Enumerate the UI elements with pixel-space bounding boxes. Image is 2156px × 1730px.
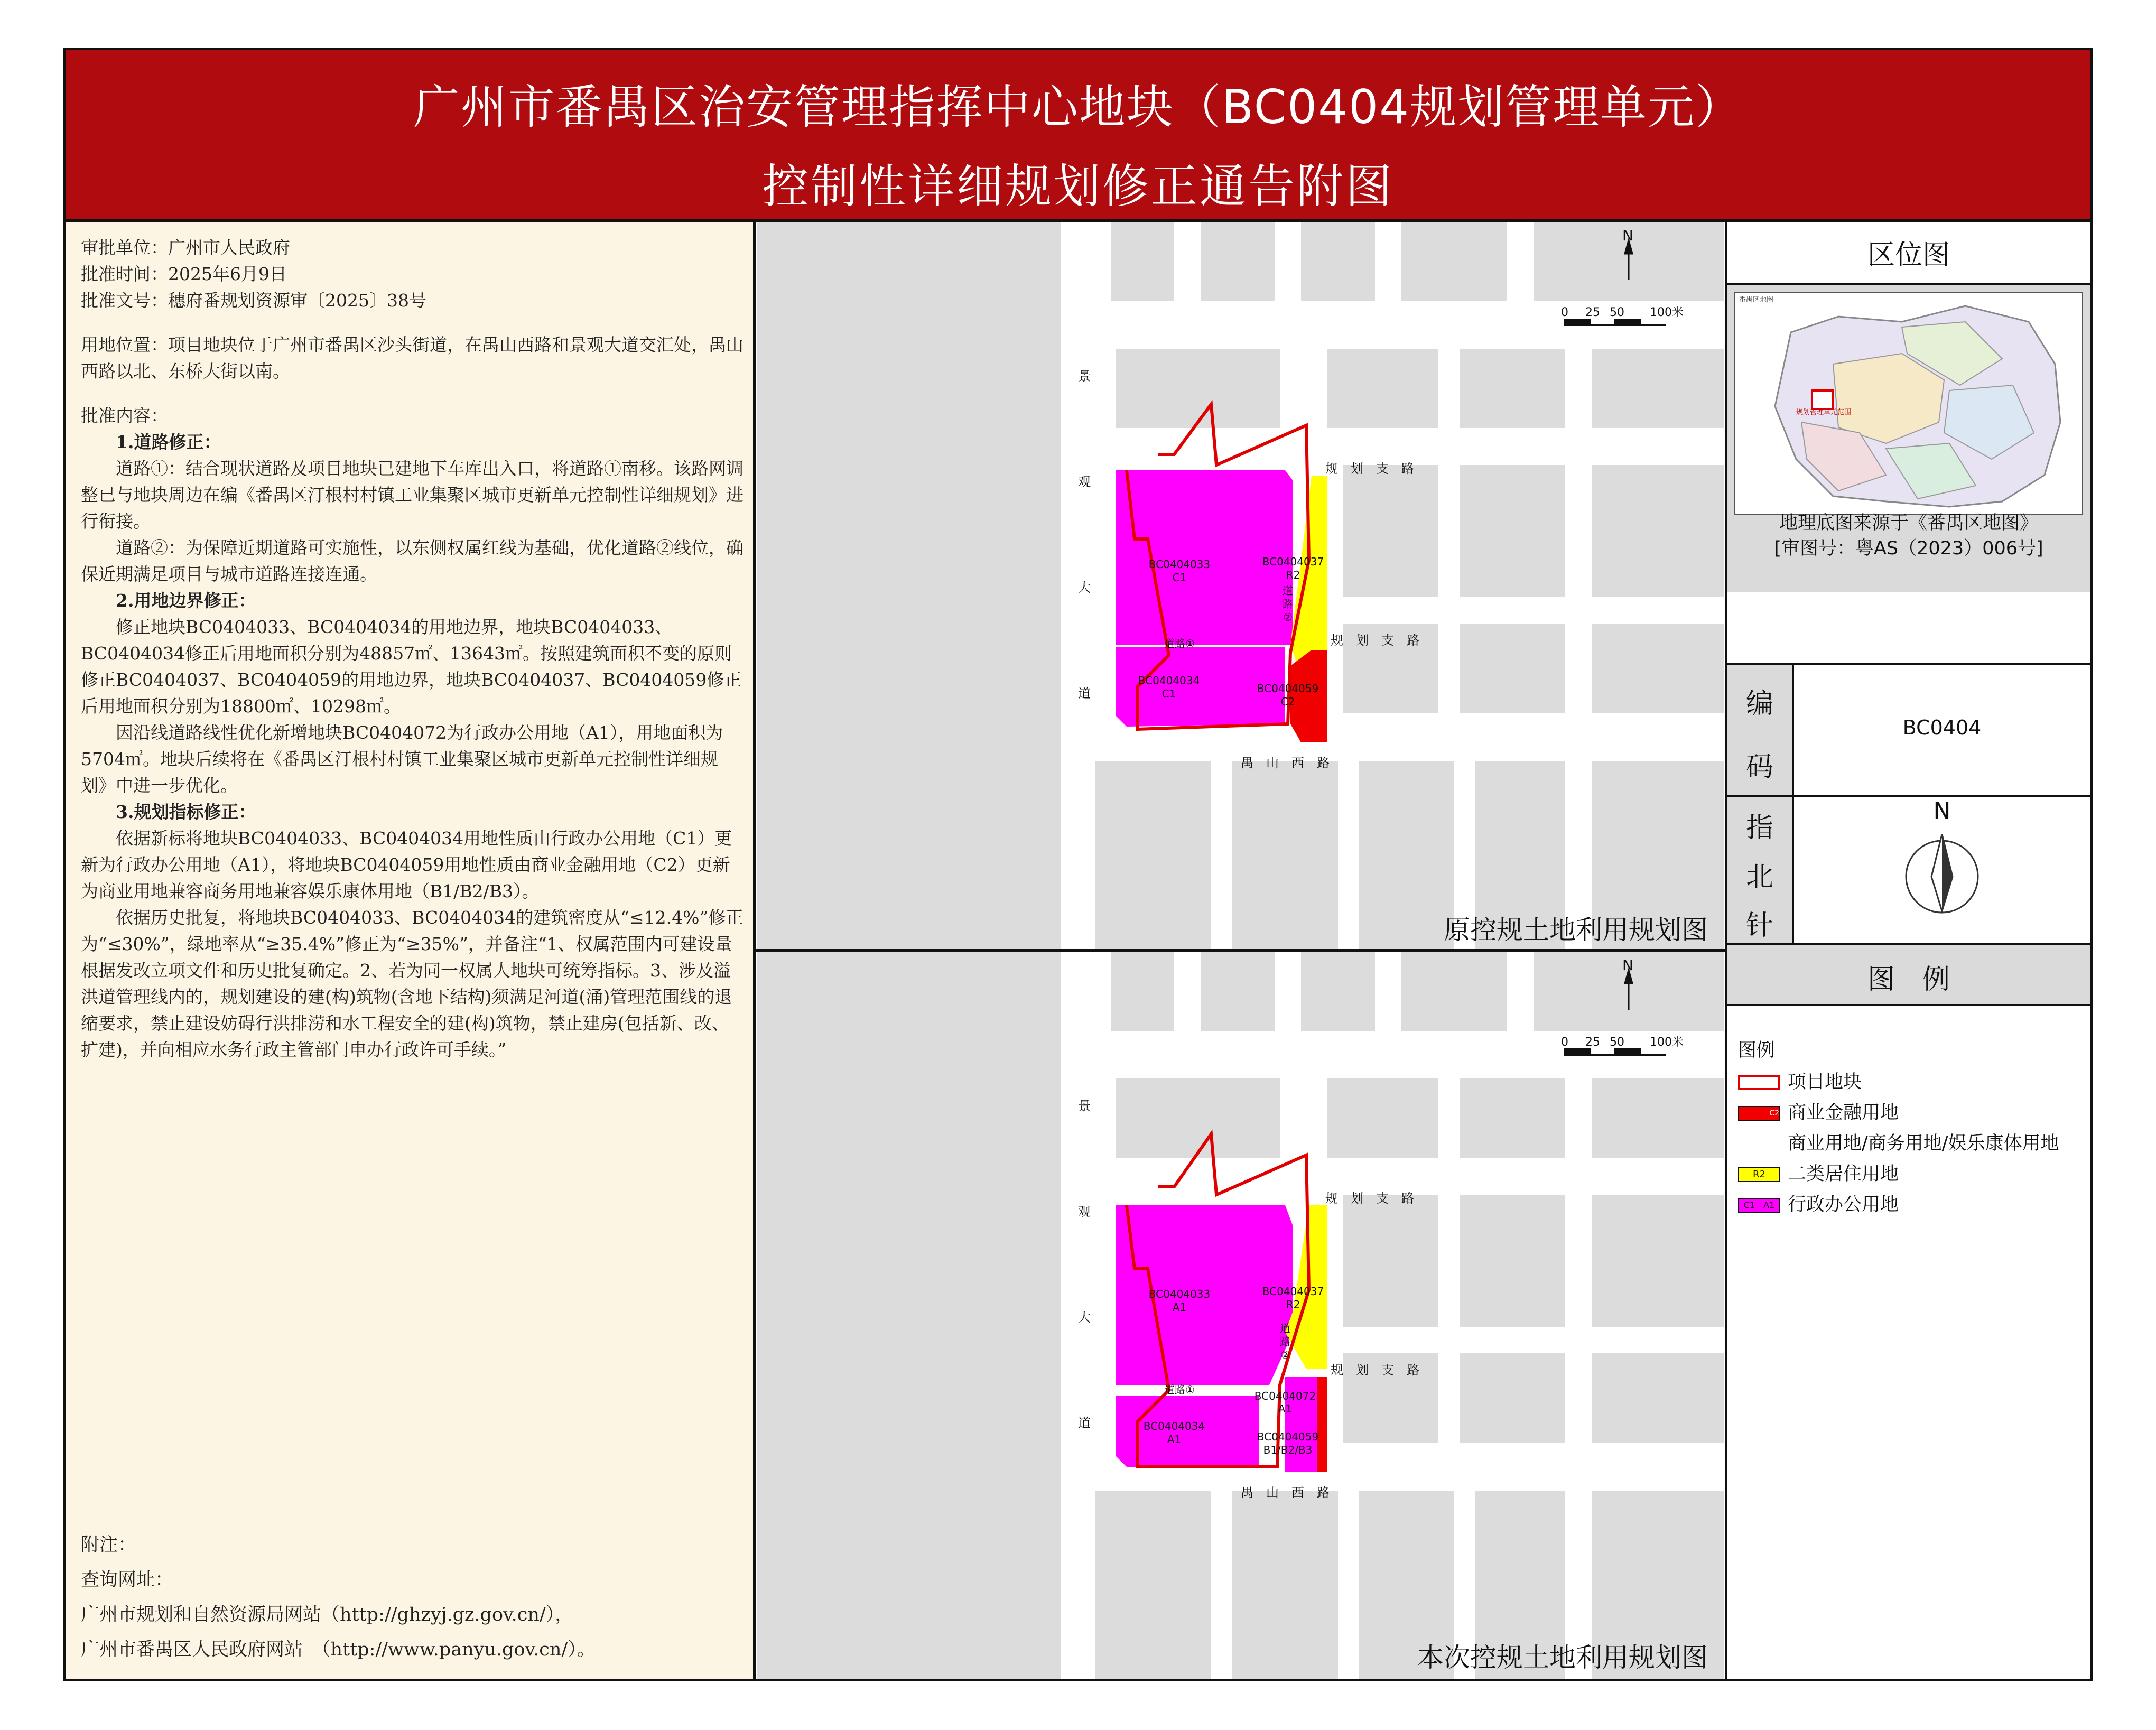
footer-site1: 广州市规划和自然资源局网站（http://ghzyj.gz.gov.cn/）， (81, 1604, 574, 1625)
side-divider (1727, 1004, 2090, 1006)
parcel2-072-id: BC0404072 (1254, 1390, 1316, 1402)
scale2-100: 100米 (1650, 1036, 1684, 1049)
legend-label-a1: 行政办公用地 (1788, 1194, 1899, 1215)
legend-project-site (1738, 1067, 1862, 1094)
original-plan-svg (757, 222, 1724, 949)
parcel-033-id: BC0404033 (1148, 558, 1211, 571)
north-label-box (1727, 797, 1794, 943)
road2-char3: ② (1283, 611, 1293, 624)
section-index-p1: 依据新标将地块BC0404033、BC0404034用地性质由行政办公用地（C1）更新为行政办公用地（A1），将地块BC0404059用地性质由商业金融用地（C2）更新为商业用地兼容商务用地兼容娱乐康体用地（B1/B2/B3）。 (81, 828, 732, 901)
approval-text-panel (66, 222, 756, 1679)
title-line2: 控制性详细规划修正通告附图 (761, 159, 1394, 213)
current-plan-title: 本次控规土地利用规划图 (1417, 1642, 1708, 1673)
original-plan-map (757, 222, 1724, 951)
approval-doc-no: 批准文号：穗府番规划资源审〔2025〕38号 (81, 290, 426, 311)
road2-road1-label: 道路① (1164, 1383, 1195, 1396)
current-plan-svg (757, 952, 1724, 1679)
legend-swatch-a1 (1738, 1198, 1780, 1213)
section-road-title: 1.道路修正： (116, 432, 221, 452)
legend-title: 图 例 (1867, 964, 1950, 996)
road2-yushan: 禺 山 西 路 (1241, 1485, 1330, 1500)
legend-b1b2b3: 商业用地/商务用地/娱乐康体用地 (1788, 1133, 2059, 1154)
parcel2-034-code: A1 (1167, 1433, 1182, 1446)
legend-admin-office (1738, 1190, 1899, 1216)
road2-guihua-mid: 规 划 支 路 (1331, 1363, 1419, 1378)
legend-label-r2: 二类居住用地 (1788, 1164, 1899, 1185)
road-guihua-top: 规 划 支 路 (1325, 461, 1414, 476)
parcel2-059-id: BC0404059 (1257, 1430, 1319, 1443)
section-boundary-p1: 修正地块BC0404033、BC0404034的用地边界，地块BC0404033、BC0404034修正后用地面积分别为48857㎡、13643㎡。按照建筑面积不变的原则修正BC0404037、BC0404059的用地边界，地块BC0404037、BC0404059修正后用地面积分别为18800㎡、10298㎡。 (81, 617, 742, 717)
legend-label-project: 项目地块 (1788, 1072, 1862, 1093)
location-inset-label: 规划管理单元范围 (1796, 408, 1852, 416)
current-plan-map (757, 952, 1724, 1679)
section-index-title: 3.规划指标修正： (116, 802, 256, 822)
location-map-title: 区位图 (1867, 239, 1950, 271)
road-jingguan-2: 观 (1078, 475, 1091, 489)
north-label-2: 北 (1745, 861, 1773, 893)
parcel2-072-code: A1 (1278, 1402, 1293, 1415)
scale-100: 100米 (1650, 306, 1684, 319)
road2-jingguan-4: 道 (1078, 1416, 1091, 1430)
road2-char1: 道 (1283, 584, 1293, 597)
road-jingguan-4: 道 (1078, 686, 1091, 701)
legend-swatch-a1-text: C1 A1 (1743, 1200, 1775, 1210)
approver: 审批单位：广州市人民政府 (81, 237, 290, 258)
footer-note: 附注： (81, 1534, 137, 1556)
parcel2-033-id: BC0404033 (1148, 1288, 1211, 1300)
title-line1: 广州市番禺区治安管理指挥中心地块（BC0404规划管理单元） (413, 80, 1743, 134)
location-map-area (1727, 285, 2090, 546)
parcel-033-code: C1 (1172, 571, 1187, 584)
parcel-034-id: BC0404034 (1138, 674, 1200, 687)
location-inset-title: 番禺区地图 (1739, 296, 1774, 304)
north-label-3: 针 (1745, 910, 1773, 942)
footer-site2: 广州市番禺区人民政府网站 （http://www.panyu.gov.cn/）。 (81, 1639, 596, 1660)
title-banner (66, 50, 2090, 219)
north-letter: N (1933, 797, 1951, 824)
legend-subtitle: 图例 (1738, 1040, 1776, 1061)
code-label-2: 码 (1745, 751, 1773, 783)
location-map-svg (1727, 285, 2090, 546)
legend-swatch-project (1738, 1075, 1780, 1090)
section-index-p2: 依据历史批复，将地块BC0404033、BC0404034的建筑密度从“≤12.4%”修正为“≤30%”，绿地率从“≥35.4%”修正为“≥35%”，并备注“1、权属范围内可建设量根据发改立项文件和历史批复确定。2、若为同一权属人地块可统筹指标。3、涉及溢洪道管理线内的，规划建设的建(构)筑物(含地下结构)须满足河道(涌)管理范围线的退缩要求，禁止建设妨碍行洪排涝和水工程安全的建(构)筑物，禁止建房(包括新、改、扩建)，并向相应水务行政主管部门申办行政许可手续。” (81, 907, 744, 1060)
approval-date: 批准时间：2025年6月9日 (81, 264, 287, 284)
parcel-037-id: BC0404037 (1262, 555, 1324, 568)
scale2-25: 25 (1585, 1036, 1600, 1049)
code-label-1: 编 (1745, 688, 1773, 720)
content-heading: 批准内容： (81, 405, 168, 426)
section-road-p2: 道路②：为保障近期道路可实施性，以东侧权属红线为基础，优化道路②线位，确保近期满足项目与城市道路连接连通。 (81, 537, 744, 584)
parcel2-037-id: BC0404037 (1262, 1285, 1324, 1298)
north-label-1: 指 (1745, 812, 1773, 844)
legend-swatch-r2 (1738, 1167, 1780, 1182)
legend-swatch-c2 (1738, 1106, 1780, 1121)
section-boundary-p2: 因沿线道路线性优化新增地块BC0404072为行政办公用地（A1），用地面积为5704㎡。地块后续将在《番禺区汀根村村镇工业集聚区城市更新单元控制性详细规划》中进一步优化。 (81, 722, 723, 796)
section-road-p1: 道路①：结合现状道路及项目地块已建地下车库出入口，将道路①南移。该路网调整已与地块周边在编《番禺区汀根村村镇工业集聚区城市更新单元控制性详细规划》进行衔接。 (81, 458, 744, 532)
code-value: BC0404 (1902, 716, 1982, 739)
road2-jingguan-2: 观 (1078, 1204, 1091, 1219)
original-plan-title: 原控规土地利用规划图 (1444, 915, 1708, 945)
scale2-0: 0 (1561, 1036, 1568, 1049)
road2-char2: 路 (1283, 598, 1293, 610)
parcel2-059-code: B1/B2/B3 (1263, 1444, 1313, 1456)
road-jingguan-3: 大 (1078, 580, 1091, 595)
footer-query: 查询网址： (81, 1569, 174, 1591)
parcel2-034-id: BC0404034 (1143, 1420, 1205, 1433)
road2-jingguan-1: 景 (1078, 1099, 1091, 1113)
code-label-box (1727, 665, 1794, 795)
road-yushan: 禺 山 西 路 (1241, 756, 1330, 770)
road2-guihua-top: 规 划 支 路 (1325, 1191, 1414, 1206)
parcel-059-code: C2 (1280, 695, 1295, 708)
legend-residential (1738, 1159, 1899, 1186)
legend-header (1727, 945, 2090, 1004)
scale-0: 0 (1561, 306, 1568, 319)
side-panel (1725, 222, 2090, 1679)
parcel2-037-code: R2 (1286, 1298, 1300, 1311)
road2-jingguan-3: 大 (1078, 1310, 1091, 1325)
scale-50: 50 (1610, 306, 1624, 319)
parcel-037-code: R2 (1286, 569, 1300, 581)
site-location: 用地位置：项目地块位于广州市番禺区沙头街道，在禺山西路和景观大道交汇处，禺山西路以北、东桥大街以南。 (81, 334, 744, 382)
legend-swatch-c2-text: C2 (1769, 1109, 1779, 1118)
road2-road2-char2: 路 (1280, 1335, 1290, 1348)
road2-road2-char3: ② (1280, 1348, 1290, 1361)
map-source-2-text: [审图号：粤AS（2023）006号] (1774, 538, 2043, 559)
north-arrow-icon (1794, 797, 2090, 943)
road-guihua-mid: 规 划 支 路 (1331, 633, 1419, 648)
section-boundary-title: 2.用地边界修正： (116, 590, 256, 611)
legend-swatch-r2-text: R2 (1753, 1169, 1765, 1180)
map-source-2 (1727, 534, 2090, 592)
parcel-034-code: C1 (1161, 687, 1176, 700)
road-jingguan-1: 景 (1078, 369, 1091, 384)
road2-road2-char1: 道 (1280, 1322, 1290, 1335)
parcel-059-id: BC0404059 (1257, 682, 1319, 695)
map1-north-letter: N (1622, 227, 1633, 244)
map2-north-letter: N (1622, 956, 1633, 974)
legend-label-c2: 商业金融用地 (1788, 1102, 1899, 1123)
map-source-1: 地理底图来源于《番禺区地图》 (1779, 513, 2038, 534)
scale2-50: 50 (1610, 1036, 1624, 1049)
parcel2-033-code: A1 (1172, 1301, 1187, 1314)
legend-commercial-finance (1738, 1098, 1899, 1124)
road1-label: 道路① (1164, 637, 1195, 650)
scale-25: 25 (1585, 306, 1600, 319)
